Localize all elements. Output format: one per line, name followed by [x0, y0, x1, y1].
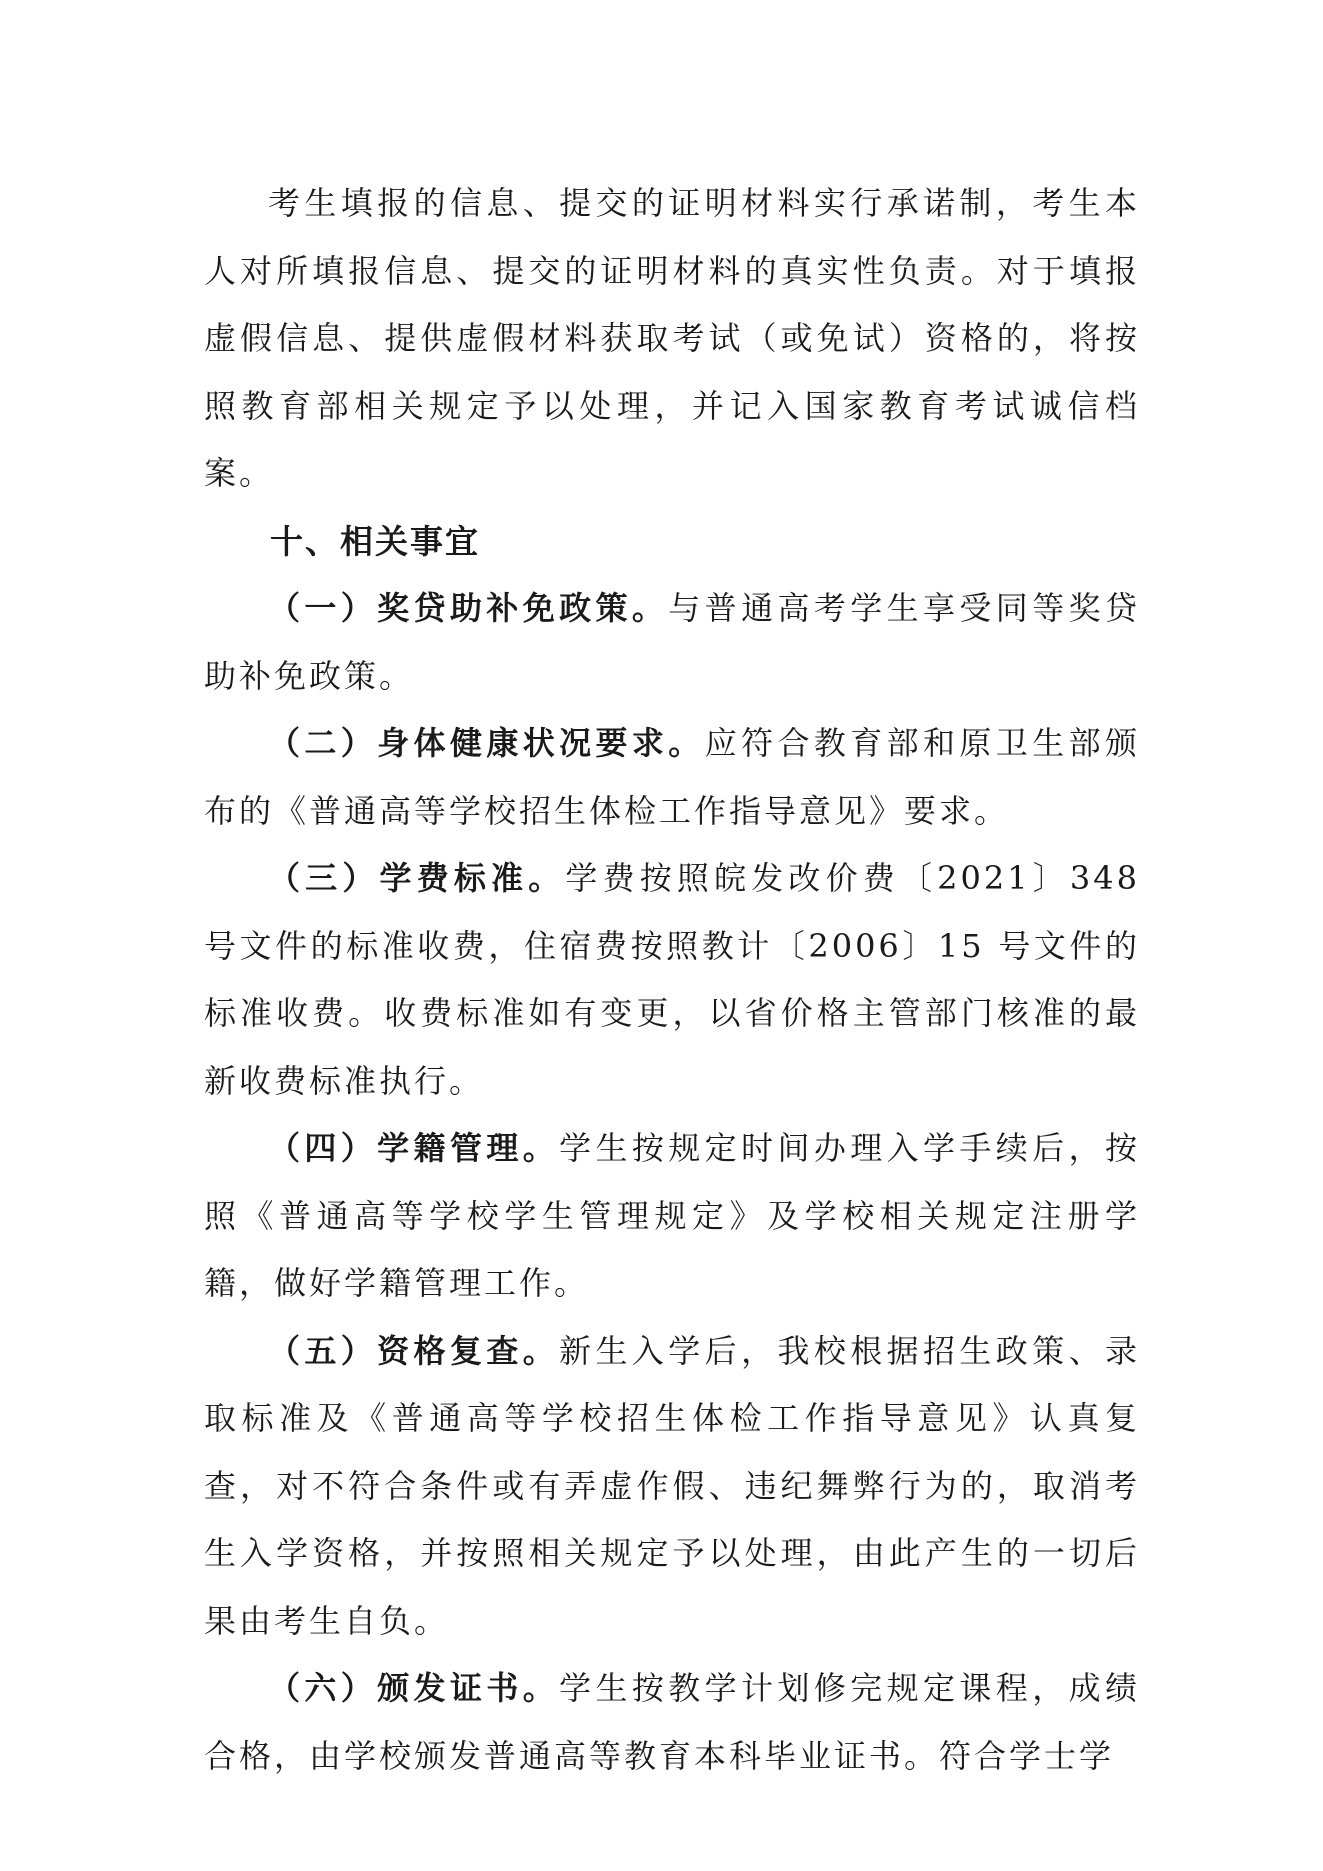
item-paragraph-3 — [204, 845, 1140, 1115]
section-title: 十、相关事宜 — [270, 521, 480, 561]
item-lead-3: （三）学费标准。 — [268, 859, 566, 897]
item-lead-5: （五）资格复查。 — [268, 1331, 560, 1370]
item-text-2: 应符合教育部和原卫生部颁布的《普通高等学校招生体检工作指导意见》要求。 — [204, 724, 1140, 830]
item-text-5: 新生入学后，我校根据招生政策、录取标准及《普通高等学校招生体检工作指导意见》认真复查，对不符合条件或有弄虚作假、违纪舞弊行为的，取消考生入学资格，并按照相关规定予以处理，由此产生的一切后果由考生自负。 — [204, 1331, 1140, 1640]
item-text-3: 学费按照皖发改价费〔2021〕348 号文件的标准收费，住宿费按照教计〔2006〕15 号文件的标准收费。收费标准如有变更，以省价格主管部门核准的最新收费标准执行。 — [204, 859, 1140, 1100]
item-paragraph-5 — [204, 1318, 1140, 1656]
item-lead-6: （六）颁发证书。 — [268, 1669, 560, 1707]
item-text-1: 与普通高考学生享受同等奖贷助补免政策。 — [204, 589, 1140, 695]
item-paragraph-1 — [204, 575, 1140, 710]
item-text-6: 学生按教学计划修完规定课程，成绩合格，由学校颁发普通高等教育本科毕业证书。符合学士学 — [204, 1669, 1140, 1775]
item-paragraph-2 — [204, 710, 1140, 845]
item-paragraph-4 — [204, 1115, 1140, 1318]
item-text-4: 学生按规定时间办理入学手续后，按照《普通高等学校学生管理规定》及学校相关规定注册学籍，做好学籍管理工作。 — [204, 1129, 1140, 1302]
item-lead-2: （二）身体健康状况要求。 — [268, 724, 705, 762]
intro-paragraph: 考生填报的信息、提交的证明材料实行承诺制，考生本人对所填报信息、提交的证明材料的真实性负责。对于填报虚假信息、提供虚假材料获取考试（或免试）资格的，将按照教育部相关规定予以处理，并记入国家教育考试诚信档案。 — [204, 184, 1140, 492]
item-paragraph-6 — [204, 1655, 1140, 1790]
document-page — [204, 170, 1140, 1790]
item-lead-1: （一）奖贷助补免政策。 — [268, 589, 669, 627]
item-lead-4: （四）学籍管理。 — [268, 1129, 560, 1167]
